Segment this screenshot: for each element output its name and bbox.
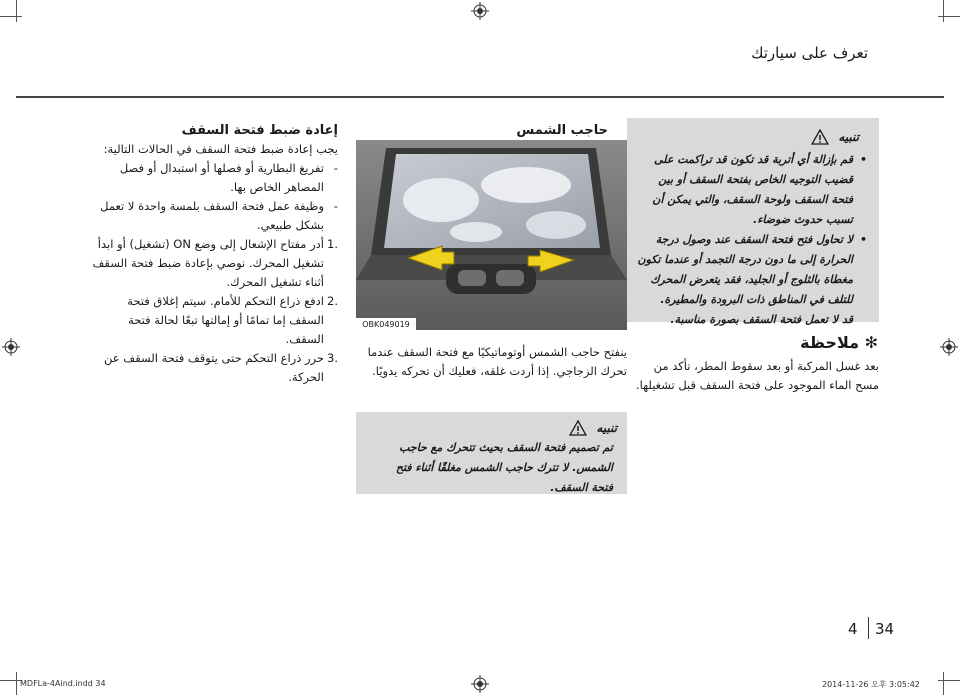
crop-mark [16,672,17,695]
crop-mark [0,16,22,17]
reset-bullet: - تفريغ البطارية أو فصلها أو استبدال أو فصل المصاهر الخاص بها. [119,161,338,194]
warning-bullet: • لا تحاول فتح فتحة السقف عند وصول درجة الحرارة إلى ما دون درجة التجمد أو عندما تكون مغطاة بالثلوج أو الجليد، فقد يتعرض المحرك للتلف في المناطق ذات البرودة والمطيرة. [637,233,867,306]
crop-mark [938,680,960,681]
section-title-sunshade: حاجب الشمس [516,123,608,138]
warning-triangle-icon [569,420,587,436]
sunroof-photo [356,140,627,330]
crop-mark [938,16,960,17]
reset-step: .3 حرر ذراع التحكم حتى يتوقف فتحة السقف عن الحركة. [104,351,338,384]
reset-bullet: - وظيفة عمل فتحة السقف بلمسة واحدة لا تعمل بشكل طبيعي. [100,199,338,232]
crop-mark [943,672,944,695]
warning-bullet: • قم بإزالة أي أتربة قد تكون قد تراكمت على قضيب التوجيه الخاص بفتحة السقف أو بين فتحة السقف ولوحة السقف، والتي يمكن أن تسبب حدوث ضوضاء. [652,153,867,226]
sunroof-illustration [356,140,627,330]
registration-mark-icon [471,675,489,693]
footer-timestamp: 2014-11-26 오후 3:05:42 [822,680,920,689]
registration-mark-icon [471,2,489,20]
chapter-header-title: تعرف على سيارتك [751,44,868,62]
section-title-reset: إعادة ضبط فتحة السقف [181,123,338,138]
warning-bullet: قد لا تعمل فتحة السقف بصورة مناسبة. [670,313,853,326]
reset-step: .2 ادفع ذراع التحكم للأمام. سيتم إغلاق فتحة السقف إما تمامًا أو إمالتها تبعًا لحالة فتحة السقف. [127,294,338,346]
chapter-number: 4 [848,620,858,638]
warning-list-sunroof [635,150,867,330]
warning-text-sunshade: تم تصميم فتحة السقف بحيث تتحرك مع حاجب الشمس. لا تترك حاجب الشمس مغلقًا أثناء فتح فتحة السقف. [395,441,613,494]
page-number: 34 [875,620,895,638]
footer-file-name: MDFLa-4Aind.indd 34 [20,679,106,688]
sunshade-body: ينفتح حاجب الشمس أوتوماتيكيًا مع فتحة السقف عندما تحرك الزجاجي. إذا أردت غلقه، فعليك أن تحركه يدويًا. [367,345,627,378]
page-number-divider [868,617,869,639]
reset-section-body [92,140,338,387]
warning-triangle-icon [811,129,829,145]
note-heading: ✻ ملاحظة [800,333,878,352]
crop-mark [0,680,22,681]
star-icon: ✻ [864,333,878,352]
crop-mark [16,0,17,22]
registration-mark-icon [2,338,20,356]
header-rule [16,96,944,98]
warning-box-sunroof [627,118,879,326]
reset-step: .1 أدر مفتاح الإشعال إلى وضع ON (تشغيل) أو ابدأ تشغيل المحرك. نوصي بإعادة ضبط فتحة السقف أثناء تشغيل المحرك. [92,237,338,289]
registration-mark-icon [940,338,958,356]
note-body: بعد غسل المركبة أو بعد سقوط المطر، تأكد من مسح الماء الموجود على فتحة السقف قبل تشغيلها. [635,359,879,392]
crop-mark [943,0,944,22]
warning-header: تنبيه [811,126,859,145]
photo-code-label: OBK049019 [356,318,416,331]
warning-box-sunshade [356,412,627,494]
warning-header: تنبيه [569,417,617,436]
reset-intro: يجب إعادة ضبط فتحة السقف في الحالات التالية: [103,142,338,156]
